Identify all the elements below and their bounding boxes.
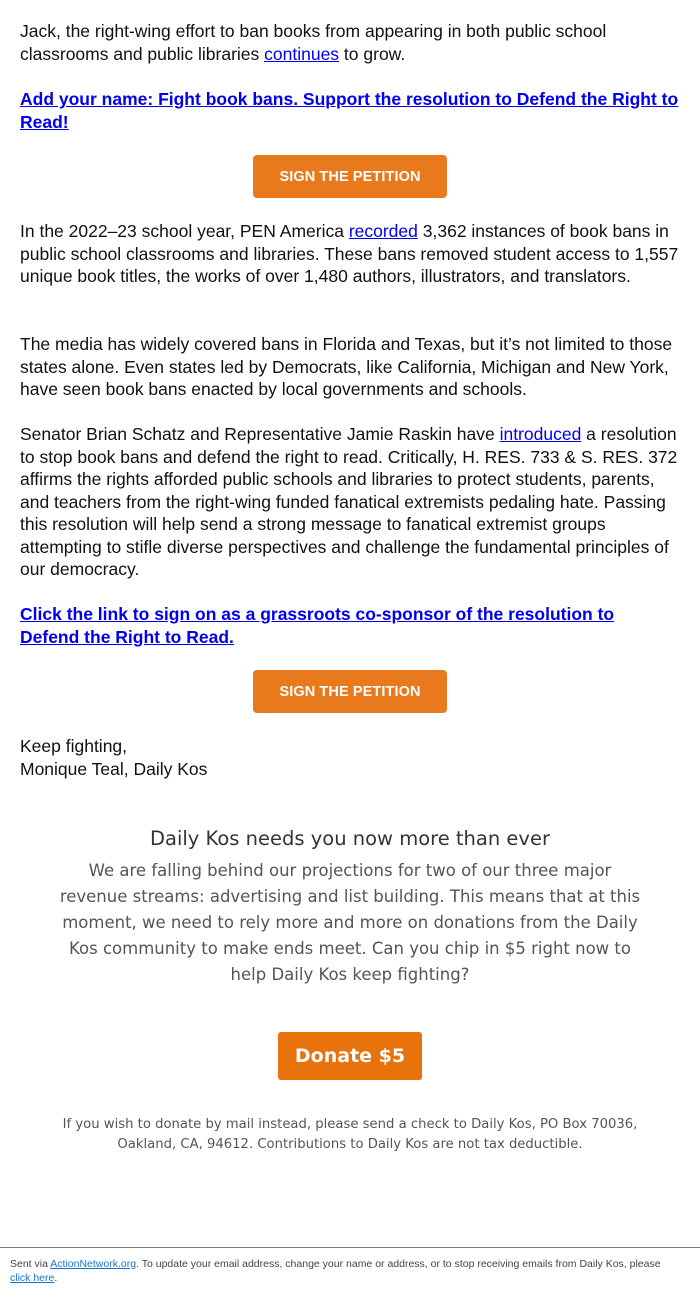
signoff-author: Monique Teal, Daily Kos	[20, 758, 208, 779]
cta-petition-link-2[interactable]	[20, 603, 660, 648]
resolution-text: Senator Brian Schatz and Representative Jamie Raskin have	[20, 424, 500, 444]
sign-petition-button-1[interactable]: SIGN THE PETITION	[253, 155, 447, 198]
petition-button-row-1	[0, 155, 700, 198]
resolution-text-end: a resolution to stop book bans and defend the right to read. Critically, H. RES. 733 & S. RES. 372 affirms the rights afforded public schools and libraries to protect students, parents, and teachers from the right-wing funded fanatical extremists pedaling hate. Passing this resolution will help send a strong message to fanatical extremist groups attempting to stifle diverse perspectives and challenge the fundamental principles of our democracy.	[20, 424, 678, 579]
donate-section	[0, 827, 700, 988]
donate-section-title: Daily Kos needs you now more than ever	[150, 827, 550, 850]
donate-5-button[interactable]: Donate $5	[278, 1032, 422, 1080]
footer-middle: . To update your email address, change your name or address, or to stop receiving emails from Daily Kos, please	[136, 1258, 661, 1270]
cta-petition-link-1[interactable]	[20, 88, 685, 133]
pen-text: In the 2022–23 school year, PEN America	[20, 221, 349, 241]
pen-text-end: 3,362 instances of book bans in public school classrooms and libraries. These bans removed student access to 1,557 unique book titles, the works of over 1,480 authors, illustrators, and translators.	[20, 221, 679, 286]
mail-donation-note	[0, 1115, 700, 1155]
pen-america-paragraph	[20, 220, 685, 288]
recorded-link[interactable]: recorded	[348, 221, 418, 241]
footer-end: .	[54, 1271, 58, 1284]
continues-link[interactable]: continues	[264, 43, 340, 64]
introduced-link[interactable]: introduced	[499, 424, 582, 444]
email-footer	[0, 1247, 700, 1316]
mail-note-text: If you wish to donate by mail instead, please send a check to Daily Kos, PO Box 70036, Oakland, CA, 94612. Contributions to Daily Kos are not tax deductible.	[62, 1117, 638, 1152]
resolution-paragraph	[20, 423, 685, 581]
actionnetwork-link[interactable]: ActionNetwork.org	[50, 1258, 137, 1270]
donate-button-row	[0, 1032, 700, 1080]
footer-sent-via: Sent via	[10, 1258, 51, 1270]
intro-text: Jack, the right-wing effort to ban books from appearing in both public school classrooms and public libraries	[20, 21, 607, 64]
media-paragraph: The media has widely covered bans in Florida and Texas, but it’s not limited to those states alone. Even states led by Democrats, like California, Michigan and New York, have seen book bans enacted by local governments and schools.	[20, 334, 673, 399]
cta-link-text-1[interactable]: Add your name: Fight book bans. Support the resolution to Defend the Right to Read!	[20, 89, 679, 132]
signoff	[20, 735, 685, 780]
cta-link-text-2[interactable]: Click the link to sign on as a grassroots co-sponsor of the resolution to Defend the Right to Read.	[20, 604, 615, 647]
donate-section-text: We are falling behind our projections for two of our three major revenue streams: advertising and list building. This means that at this moment, we need to rely more and more on donations from the Daily Kos community to make ends meet. Can you chip in $5 right now to help Daily Kos keep fighting?	[59, 861, 641, 984]
signoff-line-1: Keep fighting,	[20, 736, 128, 756]
sign-petition-button-2[interactable]: SIGN THE PETITION	[253, 670, 447, 713]
intro-text-end: to grow.	[339, 43, 406, 64]
intro-paragraph	[20, 20, 685, 65]
petition-button-row-2	[0, 670, 700, 713]
footer-text	[10, 1258, 680, 1285]
unsubscribe-link[interactable]: click here	[10, 1271, 55, 1284]
